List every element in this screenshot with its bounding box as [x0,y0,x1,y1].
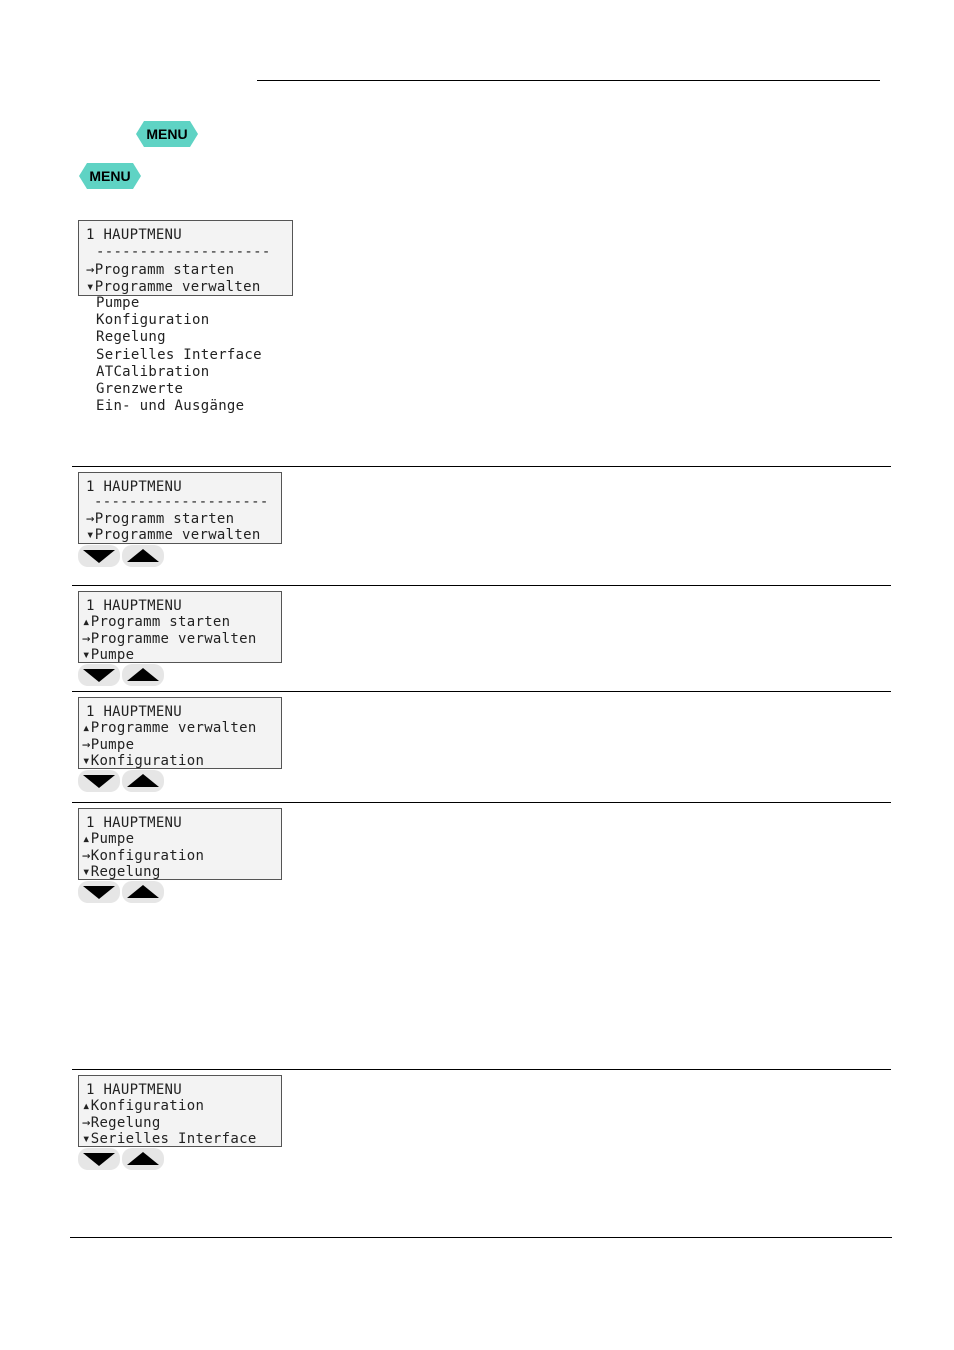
display-line-prev: ▴Programme verwalten [82,720,257,736]
display-line-next: ▾Pumpe [82,647,135,663]
arrow-up-key-icon[interactable] [122,1148,164,1170]
list-item: Pumpe [96,295,140,311]
list-item: Serielles Interface [96,347,262,363]
display-line-next: ▾Regelung [82,864,161,880]
footer-rule [70,1237,892,1238]
list-item: Regelung [96,329,166,345]
header-rule [257,80,880,81]
list-item: Konfiguration [96,312,210,328]
display-line-selected: →Regelung [82,1115,161,1131]
step-display-1 [78,472,282,544]
section-rule [72,802,891,803]
display-line-1: 1 HAUPTMENU [86,227,183,243]
display-line-selected: →Pumpe [82,737,135,753]
arrow-down-key-icon[interactable] [78,545,120,567]
display-line-selected: →Programm starten [86,262,235,278]
display-line-next: ▾Konfiguration [82,753,205,769]
display-separator: -------------------- [94,494,269,510]
step-display-5 [78,1075,282,1147]
section-rule [72,466,891,467]
menu-key-button[interactable] [136,121,198,147]
display-line-selected: →Programm starten [86,511,235,527]
display-line-selected: →Programme verwalten [82,631,257,647]
arrow-down-key-icon[interactable] [78,881,120,903]
display-line-1: 1 HAUPTMENU [86,598,183,614]
display-separator: -------------------- [96,244,271,260]
main-menu-display [78,220,293,296]
arrow-up-key-icon[interactable] [122,770,164,792]
list-item: Ein- und Ausgänge [96,398,245,414]
display-line-prev: ▴Konfiguration [82,1098,205,1114]
display-line-1: 1 HAUPTMENU [86,704,183,720]
display-line-prev: ▴Pumpe [82,831,135,847]
display-line-1: 1 HAUPTMENU [86,1082,183,1098]
step-display-2 [78,591,282,663]
step-display-4 [78,808,282,880]
display-line-selected: →Konfiguration [82,848,205,864]
list-item: ATCalibration [96,364,210,380]
menu-key-label: MENU [146,126,188,142]
display-line-next: ▾Serielles Interface [82,1131,257,1147]
arrow-down-key-icon[interactable] [78,1148,120,1170]
section-rule [72,1069,891,1070]
display-line-prev: ▴Programm starten [82,614,231,630]
display-line-1: 1 HAUPTMENU [86,479,183,495]
display-line-1: 1 HAUPTMENU [86,815,183,831]
section-rule [72,691,891,692]
menu-key-label: MENU [89,168,131,184]
arrow-down-key-icon[interactable] [78,664,120,686]
display-line-next: ▾Programme verwalten [86,279,261,295]
arrow-up-key-icon[interactable] [122,545,164,567]
list-item: Grenzwerte [96,381,184,397]
section-rule [72,585,891,586]
arrow-up-key-icon[interactable] [122,664,164,686]
menu-key-button-2[interactable] [79,163,141,189]
arrow-up-key-icon[interactable] [122,881,164,903]
arrow-down-key-icon[interactable] [78,770,120,792]
display-line-next: ▾Programme verwalten [86,527,261,543]
step-display-3 [78,697,282,769]
